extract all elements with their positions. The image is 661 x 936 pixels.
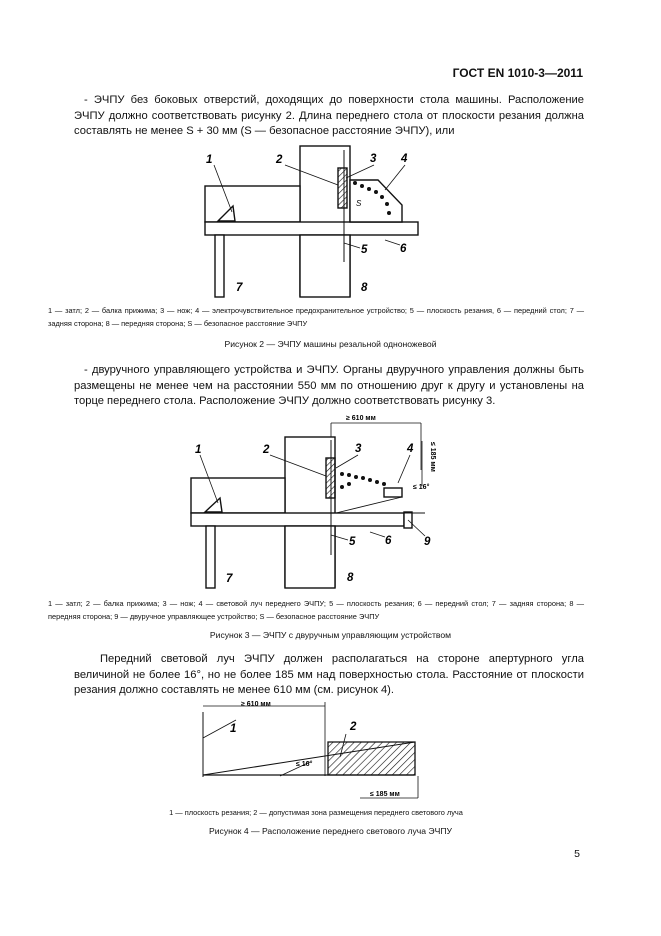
fig2-label-5: 5 — [361, 244, 368, 256]
figure-3-caption: Рисунок 3 — ЭЧПУ с двуручным управляющим устройством — [209, 630, 452, 640]
fig2-s-mark: S — [356, 199, 362, 208]
figure-2-legend: 1 — затл; 2 — балка прижима; 3 — нож; 4 — электрочувствительное предохранительное устройство; 5 — плоскость резания, 6 — передний стол; 7 — задняя сторона; 8 — передняя сторона; S — безопасное расстояние ЭЧПУ — [48, 306, 584, 328]
fig3-back-table — [191, 478, 285, 513]
fig2-knife — [338, 168, 347, 208]
fig4-label-2: 2 — [350, 721, 357, 733]
figure-4-legend: 1 — плоскость резания; 2 — допустимая зона размещения переднего светового луча — [169, 808, 463, 817]
fig4-permitted-zone — [328, 742, 415, 775]
fig3-front-leg — [285, 526, 335, 588]
fig2-label-8: 8 — [361, 282, 368, 294]
figure-2-diagram — [0, 140, 661, 305]
fig2-label-2: 2 — [276, 154, 283, 166]
fig3-label-4: 4 — [407, 443, 414, 455]
page-number: 5 — [574, 848, 580, 860]
fig3-label-1: 1 — [195, 444, 202, 456]
fig3-angle: ≤ 16° — [413, 484, 430, 491]
fig2-back-table — [205, 186, 300, 222]
fig3-label-6: 6 — [385, 535, 392, 547]
standard-header: ГОСТ EN 1010-3—2011 — [452, 66, 583, 80]
fig4-angle: ≤ 16° — [296, 761, 313, 768]
fig2-label-4: 4 — [401, 153, 408, 165]
paragraph-1: - ЭЧПУ без боковых отверстий, доходящих до поверхности стола машины. Расположение ЭЧПУ должно соответствовать рисунку 2. Длина переднего стола от плоскости резания должна составлять не менее S + 30 мм (S — безопасное расстояние ЭЧПУ), или — [74, 94, 584, 137]
fig4-dim-top: ≥ 610 мм — [241, 701, 271, 708]
fig3-label-7: 7 — [226, 573, 233, 585]
fig3-table — [191, 513, 404, 526]
figure-4-diagram — [0, 694, 661, 800]
figure-3-legend: 1 — затл; 2 — балка прижима; 3 — нож; 4 — световой луч переднего ЭЧПУ; 5 — плоскость резания; 6 — передний стол; 7 — задняя сторона; 8 — передняя сторона; 9 — двуручное управляющее устройство; S — безопасное расстояние ЭЧПУ — [48, 599, 584, 621]
fig3-label-3: 3 — [355, 443, 362, 455]
fig4-dim-right: ≤ 185 мм — [370, 791, 400, 798]
fig2-label-7: 7 — [236, 282, 243, 294]
fig2-back-leg — [215, 235, 224, 297]
fig3-label-9: 9 — [424, 536, 431, 548]
fig3-label-8: 8 — [347, 572, 354, 584]
fig2-label-6: 6 — [400, 243, 407, 255]
figure-3-diagram — [0, 410, 661, 595]
fig2-table — [205, 222, 418, 235]
paragraph-2: - двуручного управляющего устройства и ЭЧПУ. Органы двуручного управления должны быть размещены не менее чем на расстоянии 550 мм по отношению друг к другу и установлены на торце переднего стола. Расположение ЭЧПУ должно соответствовать рисунку 3. — [74, 364, 584, 407]
fig3-beam-receiver — [384, 488, 402, 497]
fig2-label-1: 1 — [206, 154, 213, 166]
fig3-back-leg — [206, 526, 215, 588]
fig3-dim-top: ≥ 610 мм — [346, 415, 376, 422]
figure-2-caption: Рисунок 2 — ЭЧПУ машины резальной одноножевой — [224, 339, 437, 349]
figure-4-caption: Рисунок 4 — Расположение переднего светового луча ЭЧПУ — [209, 826, 452, 836]
fig3-dim-right: ≤ 185 мм — [429, 442, 436, 472]
paragraph-3: Передний световой луч ЭЧПУ должен располагаться на стороне апертурного угла величиной не более 16°, но не более 185 мм над поверхностью стола. Расстояние от плоскости резания должно составлять не менее 610 мм (см. рисунок 4). — [74, 653, 584, 696]
fig2-label-3: 3 — [370, 153, 377, 165]
fig2-front-leg — [300, 235, 350, 297]
fig4-label-1: 1 — [230, 723, 237, 735]
fig3-label-2: 2 — [263, 444, 270, 456]
fig3-label-5: 5 — [349, 536, 356, 548]
